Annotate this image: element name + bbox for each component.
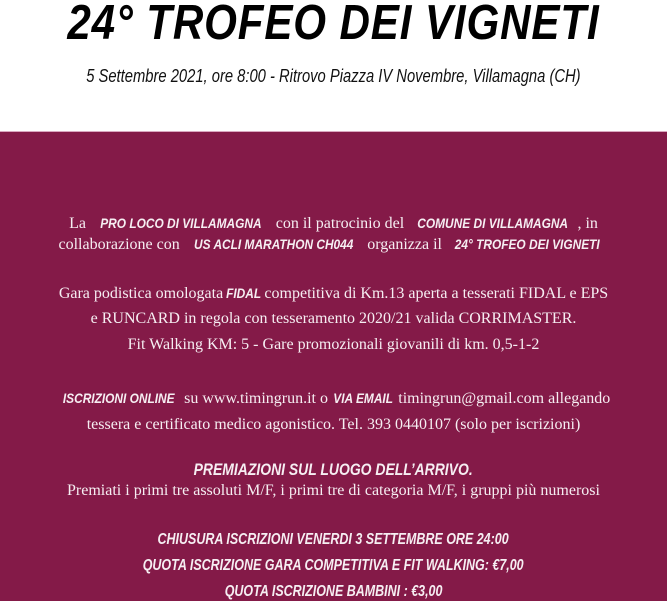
text: La	[69, 215, 90, 232]
text: Gara podistica omologata	[58, 285, 228, 302]
text: , in	[577, 215, 598, 232]
text: su www.timingrun.it o	[180, 390, 332, 407]
race-line-2: e RUNCARD in regola con tesseramento 2020/21 valida CORRIMASTER.	[90, 310, 577, 327]
awards-text: Premiati i primi tre assoluti M/F, i primi tre di categoria M/F, i gruppi più numerosi	[67, 482, 600, 499]
text: organizza il	[363, 236, 446, 253]
page-title: 24° TROFEO DEI VIGNETI	[67, 0, 600, 50]
fee-children-text: QUOTA ISCRIZIONE BAMBINI : €3,00	[224, 583, 443, 600]
awards-heading	[0, 460, 667, 481]
info-panel	[0, 131, 667, 601]
awards-heading-text: PREMIAZIONI SUL LUOGO DELL’ARRIVO.	[193, 460, 474, 479]
organizer-name: PRO LOCO DI VILLAMAGNA	[100, 215, 262, 231]
email-registration-label: VIA EMAIL	[333, 390, 393, 406]
intro-line-2	[0, 234, 667, 255]
race-line-1	[0, 283, 667, 304]
fee-competitive-text: QUOTA ISCRIZIONE GARA COMPETITIVA E FIT WALKING: €7,00	[143, 557, 524, 574]
text: competitiva di Km.13 aperta a tesserati FIDAL e EPS	[260, 285, 609, 302]
fee-competitive-line	[0, 556, 667, 576]
collaborator-name: US ACLI MARATHON CH044	[193, 236, 354, 252]
registration-line-2: tessera e certificato medico agonistico. Tel. 393 0440107 (solo per iscrizioni)	[86, 416, 581, 433]
registration-line-1	[0, 388, 667, 409]
fidal-label: FIDAL	[226, 285, 262, 301]
event-subtitle: 5 Settembre 2021, ore 8:00 - Ritrovo Piazza IV Novembre, Villamagna (CH)	[86, 66, 581, 86]
deadline-line	[0, 530, 667, 550]
text: timingrun@gmail.com allegando	[394, 390, 611, 407]
patron-name: COMUNE DI VILLAMAGNA	[417, 215, 569, 231]
intro-line-1	[0, 213, 667, 234]
deadline-text: CHIUSURA ISCRIZIONI VENERDI 3 SETTEMBRE ORE 24:00	[157, 531, 510, 548]
online-registration-label: ISCRIZIONI ONLINE	[62, 390, 175, 406]
header	[0, 0, 667, 131]
fee-children-line	[0, 582, 667, 602]
race-line-3: Fit Walking KM: 5 - Gare promozionali giovanili di km. 0,5-1-2	[127, 336, 540, 353]
text: collaborazione con	[58, 236, 184, 253]
event-name: 24° TROFEO DEI VIGNETI	[454, 236, 600, 252]
text: con il patrocinio del	[271, 215, 409, 232]
